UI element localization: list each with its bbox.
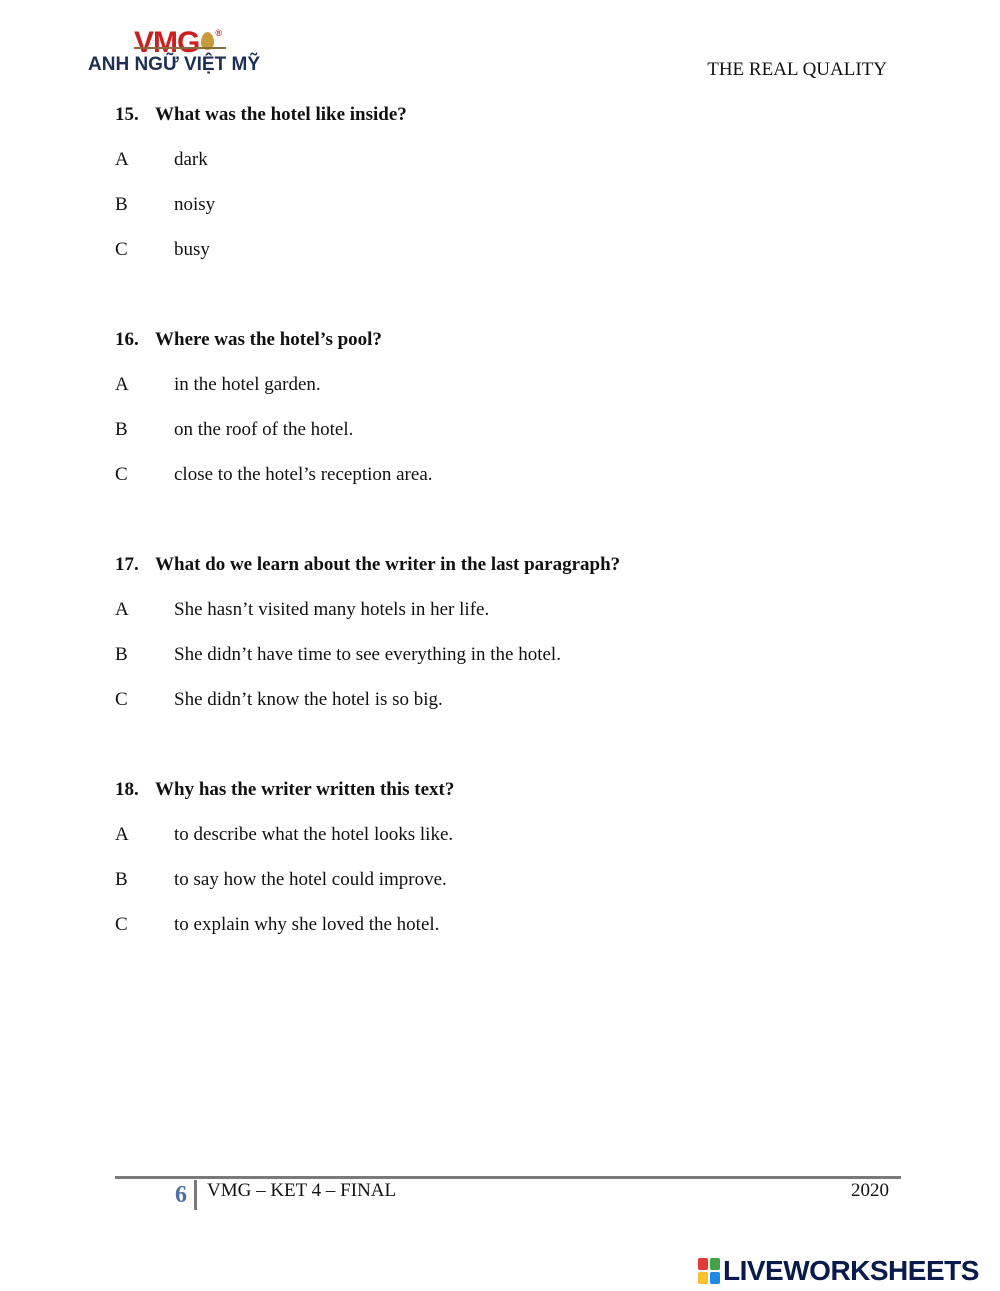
icon-square-red xyxy=(698,1258,708,1270)
option-letter: A xyxy=(115,374,129,395)
option-letter: C xyxy=(115,464,128,485)
option-text: She hasn’t visited many hotels in her life. xyxy=(174,599,490,620)
liveworksheets-text: LIVEWORKSHEETS xyxy=(723,1255,979,1286)
option-letter: B xyxy=(115,419,128,440)
header-tagline: THE REAL QUALITY xyxy=(707,59,887,80)
icon-square-blue xyxy=(710,1272,720,1284)
option-letter: A xyxy=(115,149,129,170)
answer-option[interactable] xyxy=(115,869,454,891)
footer-divider xyxy=(115,1176,901,1179)
option-text: to explain why she loved the hotel. xyxy=(174,914,440,935)
answer-option[interactable] xyxy=(115,374,382,396)
option-text: She didn’t know the hotel is so big. xyxy=(174,689,443,710)
logo-name: ANH NGỮ VIỆT MỸ xyxy=(88,54,260,75)
option-text: close to the hotel’s reception area. xyxy=(174,464,433,485)
option-text: to describe what the hotel looks like. xyxy=(174,824,454,845)
liveworksheets-watermark xyxy=(698,1256,979,1286)
option-letter: B xyxy=(115,869,128,890)
logo-mark: VMG ® xyxy=(134,26,221,59)
option-letter: B xyxy=(115,194,128,215)
question-16 xyxy=(115,329,433,486)
question-title: 15. What was the hotel like inside? xyxy=(115,104,407,125)
footer-doc-name: VMG – KET 4 – FINAL xyxy=(207,1180,397,1201)
answer-option[interactable] xyxy=(115,599,620,621)
question-18 xyxy=(115,779,454,936)
question-title: 16. Where was the hotel’s pool? xyxy=(115,329,382,350)
answer-option[interactable] xyxy=(115,194,407,216)
option-letter: C xyxy=(115,239,128,260)
vmg-logo xyxy=(88,16,288,80)
option-letter: C xyxy=(115,914,128,935)
question-17 xyxy=(115,554,620,711)
answer-option[interactable] xyxy=(115,239,407,261)
option-letter: A xyxy=(115,824,129,845)
option-letter: A xyxy=(115,599,129,620)
footer-year: 2020 xyxy=(851,1180,889,1201)
answer-option[interactable] xyxy=(115,824,454,846)
question-title: 17. What do we learn about the writer in the last paragraph? xyxy=(115,554,621,575)
option-text: to say how the hotel could improve. xyxy=(174,869,447,890)
option-text: She didn’t have time to see everything in the hotel. xyxy=(174,644,561,665)
icon-square-green xyxy=(710,1258,720,1270)
logo-underline xyxy=(134,46,234,49)
liveworksheets-icon xyxy=(698,1258,720,1284)
option-text: in the hotel garden. xyxy=(174,374,321,395)
page-number: 6 xyxy=(175,1182,187,1208)
option-letter: C xyxy=(115,689,128,710)
answer-option[interactable] xyxy=(115,149,407,171)
question-15 xyxy=(115,104,407,261)
option-text: on the roof of the hotel. xyxy=(174,419,354,440)
footer-vertical-divider xyxy=(194,1180,197,1210)
icon-square-yellow xyxy=(698,1272,708,1284)
option-text: busy xyxy=(174,239,210,260)
option-letter: B xyxy=(115,644,128,665)
answer-option[interactable] xyxy=(115,689,620,711)
answer-option[interactable] xyxy=(115,914,454,936)
option-text: dark xyxy=(174,149,208,170)
option-text: noisy xyxy=(174,194,216,215)
answer-option[interactable] xyxy=(115,464,433,486)
answer-option[interactable] xyxy=(115,419,382,441)
question-title: 18. Why has the writer written this text? xyxy=(115,779,455,800)
answer-option[interactable] xyxy=(115,644,620,666)
